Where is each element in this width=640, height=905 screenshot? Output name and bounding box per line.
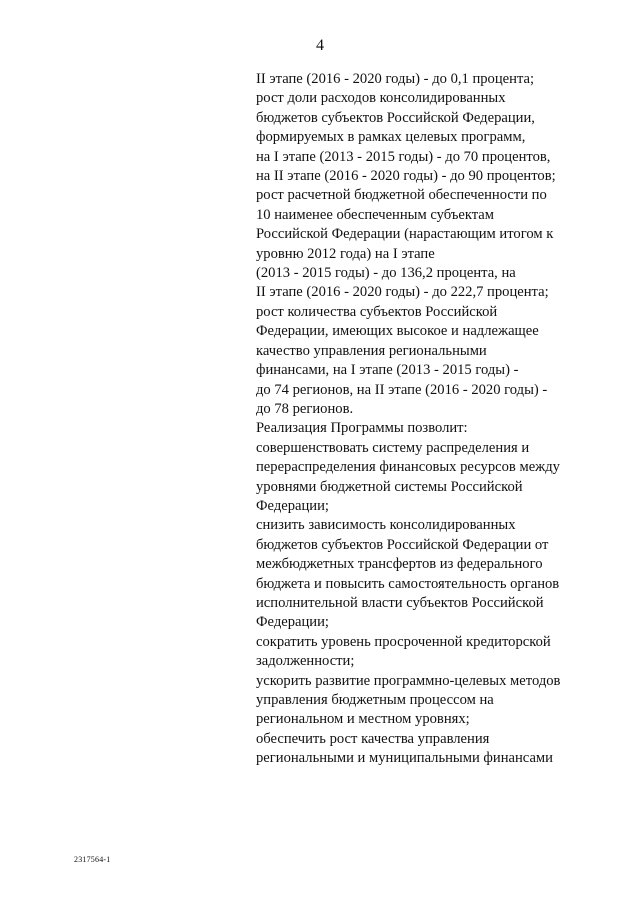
text-line: качество управления региональными [256,342,487,359]
text-line: бюджетов субъектов Российской Федерации, [256,109,535,126]
text-line: бюджетов субъектов Российской Федерации от [256,536,549,553]
text-line: снизить зависимость консолидированных [256,517,516,534]
text-line: на II этапе (2016 - 2020 годы) - до 90 процентов; [256,168,556,185]
text-line: региональном и местном уровнях; [256,711,470,728]
body-text [256,70,636,769]
text-line: сократить уровень просроченной кредиторской [256,633,551,650]
text-line: II этапе (2016 - 2020 годы) - до 0,1 процента; [256,71,535,87]
text-line: межбюджетных трансфертов из федерального [256,556,543,573]
text-line: 10 наименее обеспеченным субъектам [256,206,495,223]
text-line: II этапе (2016 - 2020 годы) - до 222,7 процента; [256,284,549,301]
text-line: Реализация Программы позволит: [256,420,468,437]
text-line: рост количества субъектов Российской [256,303,498,320]
text-line: Федерации, имеющих высокое и надлежащее [256,323,539,340]
text-line: задолженности; [256,653,355,670]
text-line: рост расчетной бюджетной обеспеченности по [256,187,547,204]
text-line: уровню 2012 года) на I этапе [256,245,435,262]
text-line: перераспределения финансовых ресурсов между [256,459,560,476]
text-line: совершенствовать систему распределения и [256,439,530,456]
document-code: 2317564-1 [74,855,111,864]
text-line: уровнями бюджетной системы Российской [256,478,523,495]
text-line: до 78 регионов. [256,400,354,417]
text-line: (2013 - 2015 годы) - до 136,2 процента, на [256,265,516,282]
text-line: финансами, на I этапе (2013 - 2015 годы) - [256,362,519,379]
page-number: 4 [316,37,324,54]
text-line: бюджета и повысить самостоятельность органов [256,575,560,592]
text-line: Федерации; [256,614,329,631]
text-line: региональными и муниципальными финансами [256,750,553,767]
text-line: формируемых в рамках целевых программ, [256,129,526,146]
text-line: исполнительной власти субъектов Российской [256,594,544,611]
text-line: обеспечить рост качества управления [256,730,490,747]
text-line: рост доли расходов консолидированных [256,90,506,107]
text-line: до 74 регионов, на II этапе (2016 - 2020 годы) - [256,381,548,398]
text-line: ускорить развитие программно-целевых методов [256,672,561,689]
text-line: Федерации; [256,497,329,514]
text-line: на I этапе (2013 - 2015 годы) - до 70 процентов, [256,148,551,165]
text-line: управления бюджетным процессом на [256,692,494,708]
text-line: Российской Федерации (нарастающим итогом к [256,226,554,243]
